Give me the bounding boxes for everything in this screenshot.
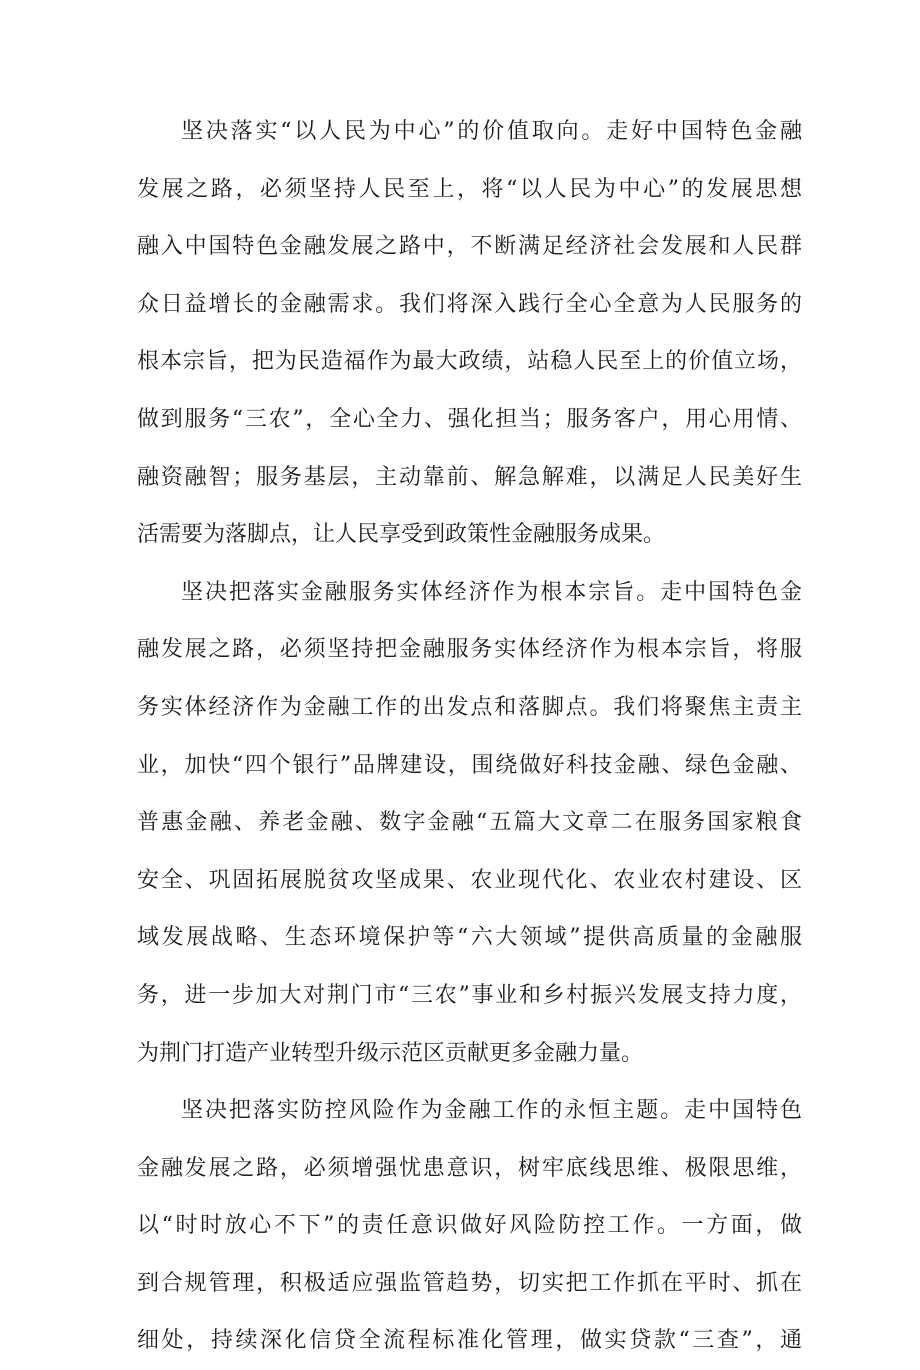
text-line: 融入中国特色金融发展之路中，不断满足经济社会发展和人民群 — [137, 234, 802, 260]
text-line: 金融发展之路，必须增强忧患意识，树牢底线思维、极限思维， — [137, 1155, 802, 1181]
text-line: 坚决把落实金融服务实体经济作为根本宗旨。走中国特色金 — [181, 579, 802, 605]
text-line: 发展之路，必须坚持人民至上，将“以人民为中心”的发展思想 — [137, 176, 802, 202]
text-line: 做到服务“三农”，全心全力、强化担当；服务客户，用心用情、 — [137, 406, 802, 432]
text-line: 融资融智；服务基层，主动靠前、解急解难，以满足人民美好生 — [137, 464, 802, 490]
text-line: 以“时时放心不下”的责任意识做好风险防控工作。一方面，做 — [137, 1213, 802, 1239]
text-line: 务，进一步加大对荆门市“三农”事业和乡村振兴发展支持力度， — [137, 982, 802, 1008]
document-body — [137, 103, 802, 1370]
text-line: 务实体经济作为金融工作的出发点和落脚点。我们将聚焦主责主 — [137, 694, 802, 720]
text-line: 安全、巩固拓展脱贫攻坚成果、农业现代化、农业农村建设、区 — [137, 867, 802, 893]
text-line: 活需要为落脚点，让人民享受到政策性金融服务成果。 — [137, 522, 666, 548]
text-line: 为荆门打造产业转型升级示范区贡献更多金融力量。 — [137, 1040, 644, 1066]
text-line: 细处，持续深化信贷全流程标准化管理，做实贷款“三查”，通 — [137, 1328, 802, 1354]
paragraph-risk-control — [137, 1082, 802, 1370]
text-line: 业，加快“四个银行”品牌建设，围绕做好科技金融、绿色金融、 — [137, 752, 802, 778]
text-line: 根本宗旨，把为民造福作为最大政绩，站稳人民至上的价值立场， — [137, 349, 802, 375]
text-line: 普惠金融、养老金融、数字金融“五篇大文章二在服务国家粮食 — [137, 810, 802, 836]
paragraph-people-centered — [137, 103, 802, 564]
text-line: 融发展之路，必须坚持把金融服务实体经济作为根本宗旨，将服 — [137, 637, 802, 663]
paragraph-real-economy — [137, 564, 802, 1082]
text-line: 到合规管理，积极适应强监管趋势，切实把工作抓在平时、抓在 — [137, 1270, 802, 1296]
text-line: 众日益增长的金融需求。我们将深入践行全心全意为人民服务的 — [137, 291, 802, 317]
text-line: 坚决落实“以人民为中心”的价值取向。走好中国特色金融 — [181, 119, 802, 144]
text-line: 域发展战略、生态环境保护等“六大领域”提供高质量的金融服 — [137, 925, 802, 951]
text-line: 坚决把落实防控风险作为金融工作的永恒主题。走中国特色 — [181, 1098, 802, 1124]
